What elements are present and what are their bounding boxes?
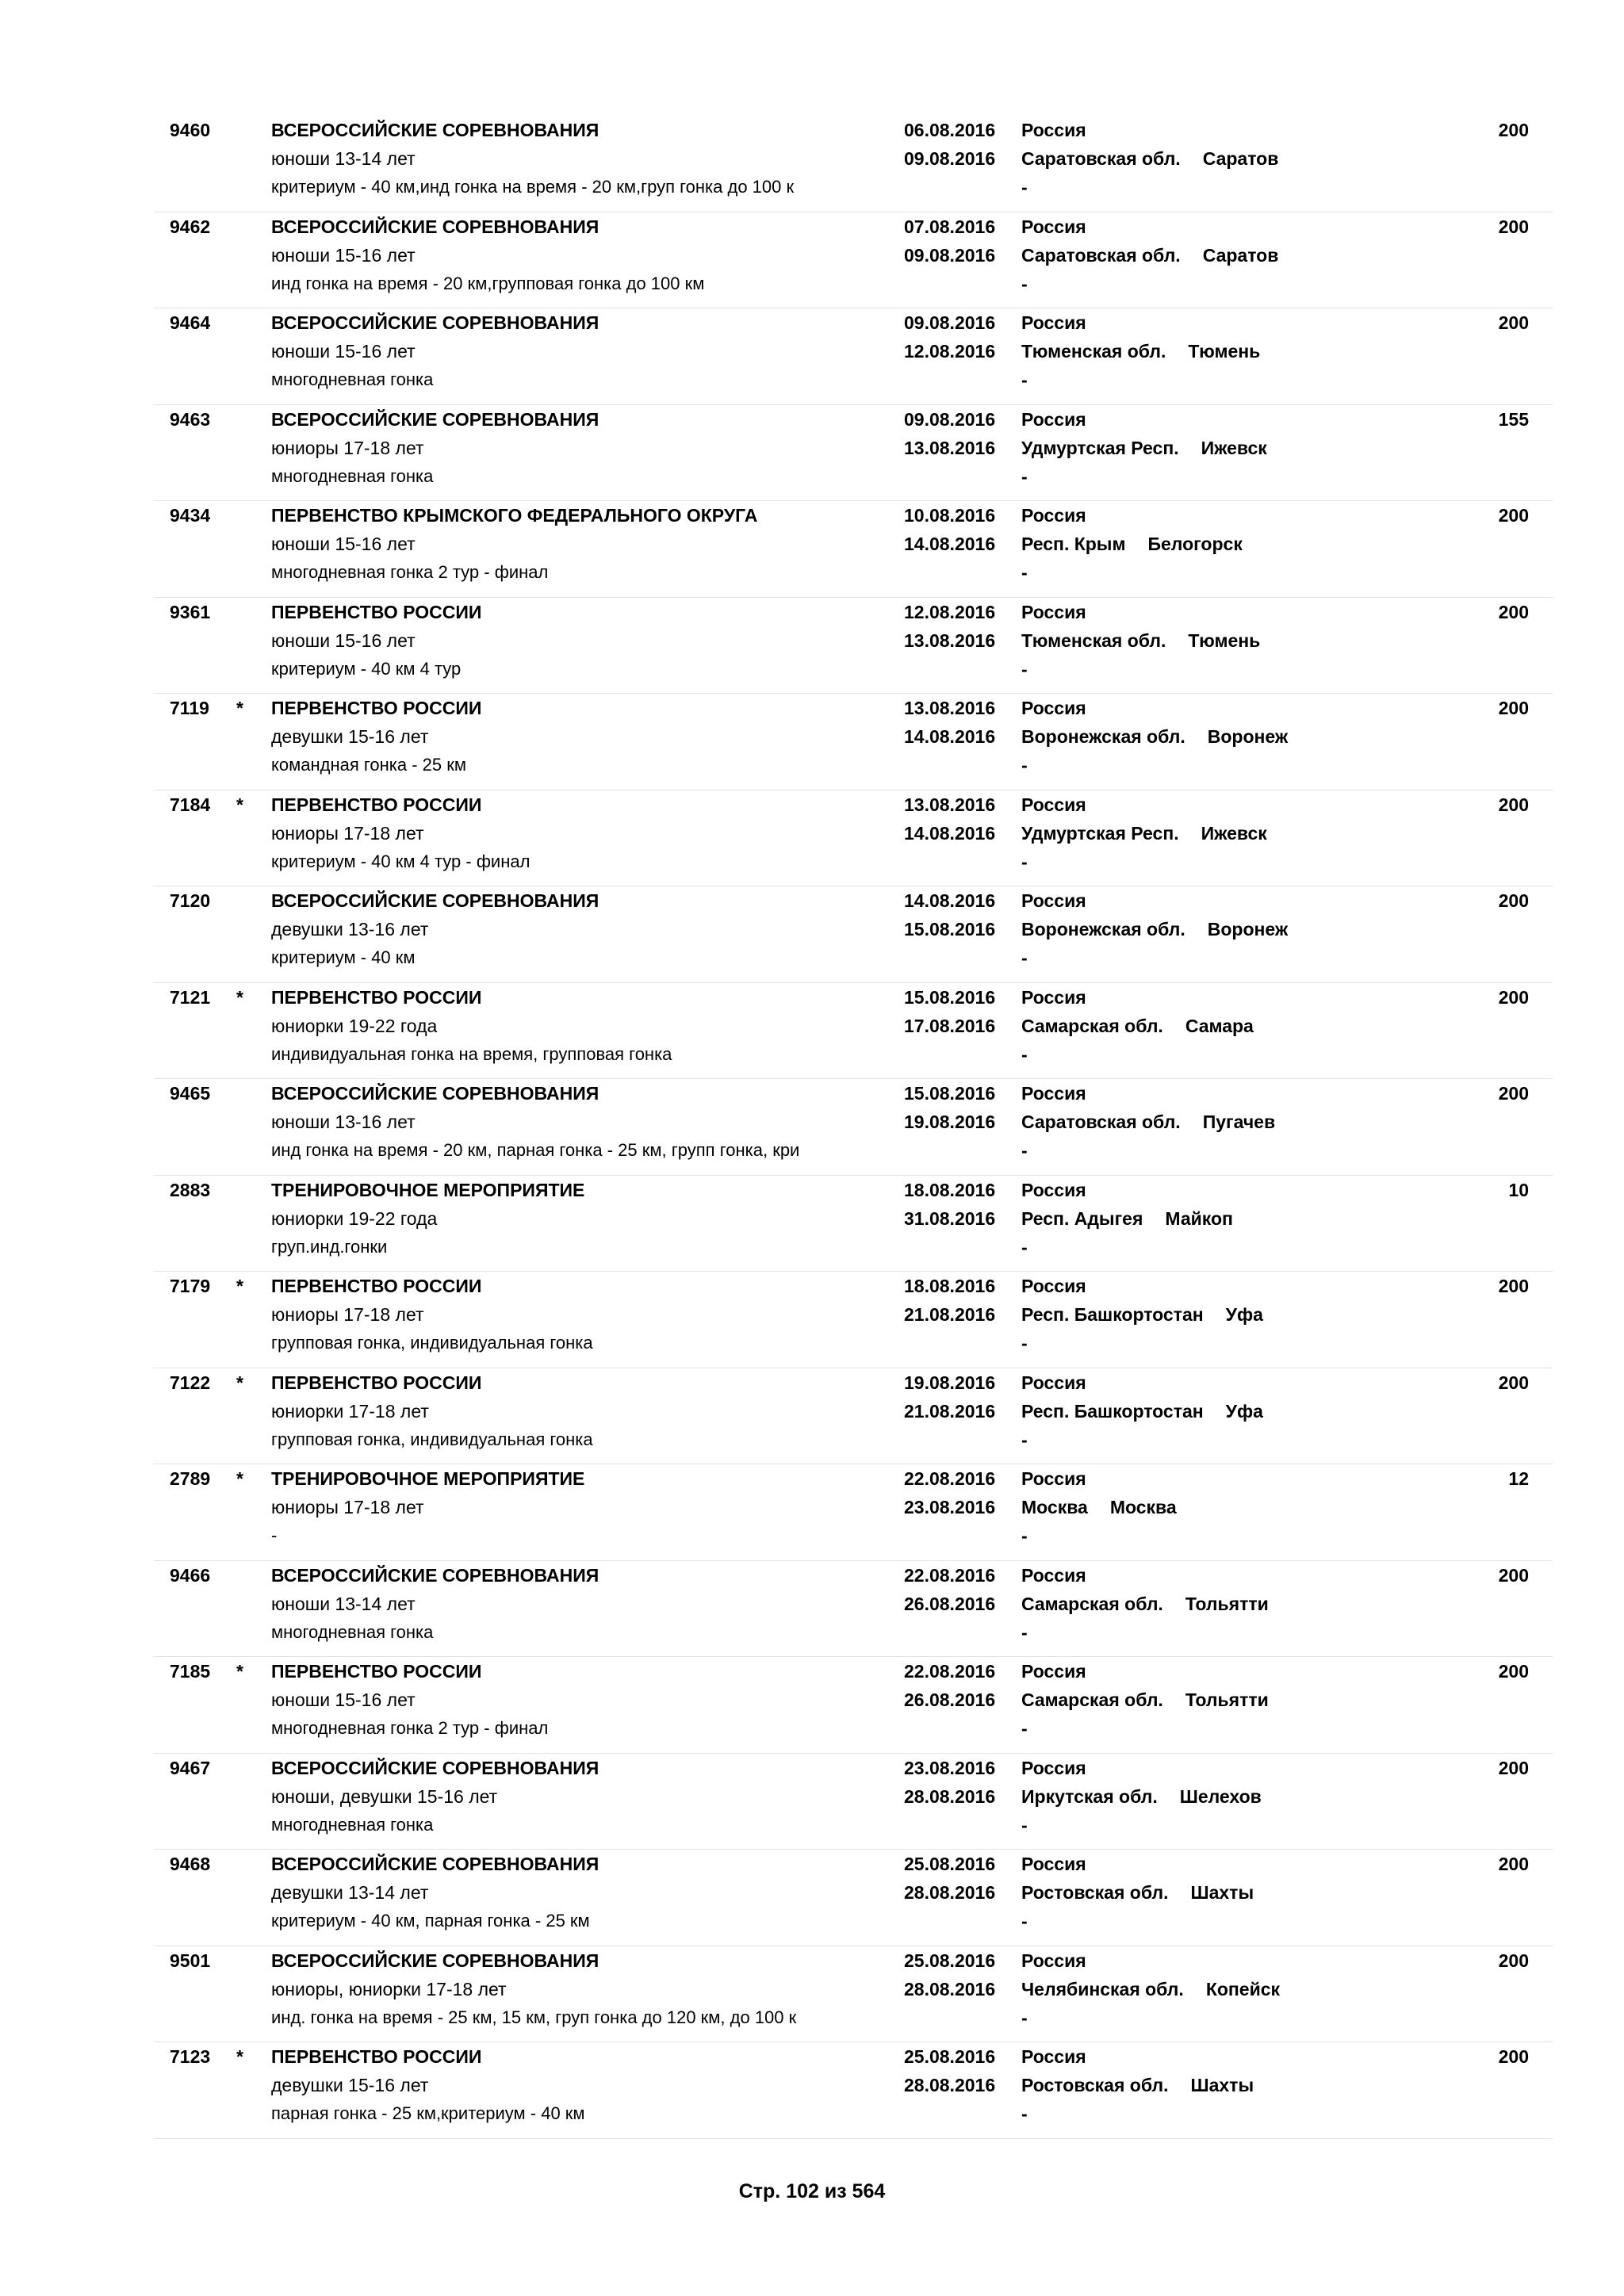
event-id: 7120 [170,890,211,911]
event-country: Россия [1021,505,1086,526]
event-id: 9501 [170,1950,211,1971]
event-row [154,501,1553,598]
event-description: - [271,1525,278,1545]
event-location-dash: - [1021,851,1028,872]
event-city: Самара [1185,1015,1254,1036]
event-location [1021,1300,1263,1329]
event-country: Россия [1021,1564,1086,1586]
event-star-mark: * [236,1661,243,1682]
event-id: 9468 [170,1854,211,1874]
event-city: Шахты [1190,1882,1254,1903]
event-id: 9465 [170,1083,211,1104]
event-age-group: юниорки 19-22 года [271,1015,438,1036]
event-row [154,1850,1553,1946]
event-age-group: юноши 15-16 лет [271,244,416,266]
event-title: ВСЕРОССИЙСКИЕ СОРЕВНОВАНИЯ [271,216,599,237]
event-participants-count: 12 [1508,1468,1529,1489]
event-date-end: 21.08.2016 [904,1304,996,1325]
event-description: групповая гонка, индивидуальная гонка [271,1429,593,1449]
event-region: Тюменская обл. [1021,341,1166,362]
event-city: Шелехов [1179,1785,1262,1807]
event-location-dash: - [1021,1621,1028,1643]
event-location [1021,530,1243,558]
event-date-end: 14.08.2016 [904,822,996,844]
event-title: ВСЕРОССИЙСКИЕ СОРЕВНОВАНИЯ [271,1854,599,1874]
event-description: многодневная гонка 2 тур - финал [271,1718,549,1738]
event-description: критериум - 40 км, парная гонка - 25 км [271,1911,590,1931]
event-id: 9361 [170,601,211,622]
event-participants-count: 200 [1498,986,1529,1008]
event-id: 7123 [170,2046,211,2067]
event-date-start: 09.08.2016 [904,312,996,333]
event-title: ВСЕРОССИЙСКИЕ СОРЕВНОВАНИЯ [271,408,599,430]
event-title: ПЕРВЕНСТВО РОССИИ [271,986,482,1008]
event-city: Саратов [1202,244,1279,266]
event-participants-count: 200 [1498,1950,1529,1971]
event-row [154,886,1553,983]
event-row [154,790,1553,887]
event-age-group: девушки 13-14 лет [271,1882,429,1903]
event-region: Москва [1021,1497,1088,1517]
event-location-dash: - [1021,1043,1028,1065]
event-location [1021,819,1267,848]
event-date-start: 09.08.2016 [904,408,996,430]
event-city: Уфа [1225,1304,1263,1325]
event-age-group: юноши 13-14 лет [271,148,416,169]
event-id: 9464 [170,312,211,333]
event-date-end: 19.08.2016 [904,1112,996,1132]
event-participants-count: 200 [1498,1276,1529,1296]
event-location [1021,144,1278,173]
event-region: Респ. Башкортостан [1021,1400,1204,1422]
event-date-end: 09.08.2016 [904,244,996,266]
event-star-mark: * [236,986,243,1008]
event-city: Ижевск [1201,822,1267,844]
event-location-dash: - [1021,177,1028,197]
event-region: Тюменская обл. [1021,629,1166,651]
event-date-end: 13.08.2016 [904,629,996,651]
event-location [1021,1975,1280,2003]
event-date-start: 18.08.2016 [904,1179,996,1200]
event-description: многодневная гонка 2 тур - финал [271,562,549,582]
event-date-end: 28.08.2016 [904,1882,996,1903]
event-location [1021,1397,1263,1425]
event-region: Саратовская обл. [1021,244,1181,266]
event-age-group: юниоры 17-18 лет [271,1497,424,1517]
event-region: Ростовская обл. [1021,1882,1169,1903]
event-row [154,116,1553,212]
event-title: ПЕРВЕНСТВО РОССИИ [271,1276,482,1296]
event-description: многодневная гонка [271,1621,434,1642]
event-region: Самарская обл. [1021,1689,1163,1710]
event-title: ПЕРВЕНСТВО КРЫМСКОГО ФЕДЕРАЛЬНОГО ОКРУГА [271,505,758,526]
event-row [154,2042,1553,2139]
event-star-mark: * [236,1372,243,1393]
event-location-dash: - [1021,658,1028,679]
event-region: Удмуртская Респ. [1021,822,1179,844]
event-participants-count: 200 [1498,1083,1529,1104]
event-date-start: 15.08.2016 [904,986,996,1008]
event-description: многодневная гонка [271,1814,434,1835]
event-country: Россия [1021,1372,1086,1393]
event-city: Москва [1109,1497,1177,1517]
event-location-dash: - [1021,1911,1028,1931]
event-date-start: 25.08.2016 [904,1854,996,1874]
event-country: Россия [1021,1950,1086,1971]
event-date-start: 15.08.2016 [904,1083,996,1104]
event-location [1021,2071,1254,2099]
event-region: Самарская обл. [1021,1593,1163,1614]
event-country: Россия [1021,120,1086,140]
event-date-end: 21.08.2016 [904,1400,996,1422]
event-title: ВСЕРОССИЙСКИЕ СОРЕВНОВАНИЯ [271,312,599,333]
event-location-dash: - [1021,1814,1028,1835]
event-participants-count: 200 [1498,698,1529,718]
event-country: Россия [1021,986,1086,1008]
event-date-start: 22.08.2016 [904,1468,996,1489]
event-city: Тюмень [1188,629,1261,651]
event-date-end: 09.08.2016 [904,148,996,169]
event-title: ПЕРВЕНСТВО РОССИИ [271,698,482,718]
event-age-group: юноши 13-14 лет [271,1593,416,1614]
event-row [154,1079,1553,1176]
event-location [1021,915,1288,943]
event-description: многодневная гонка [271,465,434,486]
event-title: ПЕРВЕНСТВО РОССИИ [271,601,482,622]
event-row [154,598,1553,695]
event-date-end: 28.08.2016 [904,2075,996,2095]
event-location-dash: - [1021,1429,1028,1450]
event-star-mark: * [236,698,243,718]
event-age-group: юноши 15-16 лет [271,1689,416,1710]
event-location [1021,1108,1275,1136]
event-date-start: 10.08.2016 [904,505,996,526]
event-city: Белогорск [1147,534,1243,554]
event-date-end: 28.08.2016 [904,1978,996,1999]
event-participants-count: 200 [1498,120,1529,140]
event-city: Воронеж [1207,726,1289,747]
event-description: критериум - 40 км 4 тур - финал [271,851,530,871]
event-description: груп.инд.гонки [271,1236,388,1257]
event-city: Пугачев [1202,1112,1276,1132]
event-region: Удмуртская Респ. [1021,437,1179,458]
event-age-group: юноши 13-16 лет [271,1112,416,1132]
event-location [1021,434,1267,462]
event-row [154,308,1553,405]
event-location [1021,1686,1269,1714]
event-location-dash: - [1021,2007,1028,2028]
event-date-start: 14.08.2016 [904,890,996,911]
events-list [154,116,1553,2139]
event-location-dash: - [1021,1718,1028,1739]
event-age-group: девушки 15-16 лет [271,2075,429,2095]
event-age-group: юноши 15-16 лет [271,534,416,554]
event-location-dash: - [1021,1333,1028,1353]
event-description: критериум - 40 км 4 тур [271,658,462,679]
event-row [154,1272,1553,1368]
event-id: 7179 [170,1276,211,1296]
event-description: инд. гонка на время - 25 км, 15 км, груп гонка до 120 км, до 100 к [271,2007,797,2027]
event-location-dash: - [1021,273,1028,294]
event-description: критериум - 40 км [271,947,416,967]
event-row [154,1561,1553,1658]
event-row [154,694,1553,790]
event-row [154,1464,1553,1561]
event-row [154,1946,1553,2043]
event-date-start: 25.08.2016 [904,2046,996,2067]
event-city: Майкоп [1165,1207,1233,1229]
event-star-mark: * [236,1276,243,1296]
event-row [154,1176,1553,1272]
event-date-end: 14.08.2016 [904,534,996,554]
event-date-end: 13.08.2016 [904,437,996,458]
event-country: Россия [1021,2046,1086,2067]
event-city: Уфа [1225,1400,1263,1422]
event-date-end: 23.08.2016 [904,1497,996,1517]
event-country: Россия [1021,1083,1086,1104]
event-title: ВСЕРОССИЙСКИЕ СОРЕВНОВАНИЯ [271,1757,599,1778]
event-title: ТРЕНИРОВОЧНОЕ МЕРОПРИЯТИЕ [271,1468,585,1489]
event-date-start: 06.08.2016 [904,120,996,140]
event-date-end: 17.08.2016 [904,1015,996,1036]
event-id: 7121 [170,986,211,1008]
event-city: Воронеж [1207,919,1289,939]
event-region: Иркутская обл. [1021,1785,1158,1807]
event-date-start: 12.08.2016 [904,601,996,622]
event-date-start: 25.08.2016 [904,1950,996,1971]
event-region: Респ. Адыгея [1021,1207,1143,1229]
event-age-group: юноши 15-16 лет [271,341,416,362]
event-city: Тольятти [1185,1593,1269,1614]
event-region: Саратовская обл. [1021,148,1181,169]
event-participants-count: 200 [1498,1757,1529,1778]
event-date-start: 22.08.2016 [904,1661,996,1682]
event-title: ПЕРВЕНСТВО РОССИИ [271,2046,482,2067]
event-participants-count: 155 [1498,408,1529,430]
event-country: Россия [1021,1757,1086,1778]
event-title: ВСЕРОССИЙСКИЕ СОРЕВНОВАНИЯ [271,890,599,911]
event-title: ПЕРВЕНСТВО РОССИИ [271,794,482,815]
event-age-group: юноши 15-16 лет [271,629,416,651]
event-age-group: девушки 13-16 лет [271,919,429,939]
event-id: 9467 [170,1757,211,1778]
event-country: Россия [1021,890,1086,911]
event-region: Челябинская обл. [1021,1978,1184,1999]
event-location-dash: - [1021,1236,1028,1257]
event-location [1021,1204,1233,1233]
event-age-group: юниоры 17-18 лет [271,1304,424,1325]
event-date-end: 12.08.2016 [904,341,996,362]
event-country: Россия [1021,1661,1086,1682]
event-participants-count: 200 [1498,1564,1529,1586]
event-location [1021,1782,1262,1811]
event-location-dash: - [1021,1140,1028,1161]
event-participants-count: 200 [1498,216,1529,237]
event-participants-count: 200 [1498,794,1529,815]
event-participants-count: 200 [1498,890,1529,911]
event-description: многодневная гонка [271,369,434,389]
event-age-group: юниоры 17-18 лет [271,437,424,458]
event-date-end: 26.08.2016 [904,1689,996,1710]
event-region: Респ. Крым [1021,534,1126,554]
event-row [154,1657,1553,1754]
event-location-dash: - [1021,465,1028,487]
event-row [154,212,1553,309]
event-row [154,1368,1553,1465]
event-id: 2789 [170,1468,211,1489]
event-participants-count: 200 [1498,2046,1529,2067]
event-location [1021,337,1260,365]
event-region: Самарская обл. [1021,1015,1163,1036]
event-participants-count: 200 [1498,312,1529,333]
event-city: Копейск [1205,1978,1281,1999]
event-participants-count: 10 [1508,1179,1529,1200]
event-city: Тольятти [1185,1689,1269,1710]
event-participants-count: 200 [1498,1854,1529,1874]
event-description: парная гонка - 25 км,критериум - 40 км [271,2103,585,2123]
event-date-end: 15.08.2016 [904,919,996,939]
event-description: групповая гонка, индивидуальная гонка [271,1333,593,1353]
event-row [154,1754,1553,1850]
event-age-group: девушки 15-16 лет [271,726,429,747]
event-location [1021,241,1278,270]
event-description: критериум - 40 км,инд гонка на время - 20 км,груп гонка до 100 к [271,177,795,197]
event-location [1021,722,1288,751]
event-age-group: юниоры 17-18 лет [271,822,424,844]
event-star-mark: * [236,1468,243,1489]
event-location-dash: - [1021,562,1028,583]
event-description: инд гонка на время - 20 км,групповая гонка до 100 км [271,273,705,293]
event-region: Ростовская обл. [1021,2075,1169,2095]
event-date-start: 22.08.2016 [904,1564,996,1586]
event-date-end: 28.08.2016 [904,1785,996,1807]
event-country: Россия [1021,1179,1086,1200]
event-participants-count: 200 [1498,505,1529,526]
event-participants-count: 200 [1498,1372,1529,1393]
event-title: ВСЕРОССИЙСКИЕ СОРЕВНОВАНИЯ [271,1950,599,1971]
event-date-start: 19.08.2016 [904,1372,996,1393]
event-id: 7119 [170,698,209,718]
event-country: Россия [1021,794,1086,815]
event-date-end: 14.08.2016 [904,726,996,747]
event-location [1021,1878,1254,1907]
page-footer: Стр. 102 из 564 [738,2180,886,2202]
event-description: индивидуальная гонка на время, групповая гонка [271,1043,672,1064]
event-country: Россия [1021,1854,1086,1874]
event-country: Россия [1021,601,1086,622]
event-location-dash: - [1021,755,1028,775]
event-country: Россия [1021,312,1086,333]
event-date-start: 18.08.2016 [904,1276,996,1296]
event-description: инд гонка на время - 20 км, парная гонка - 25 км, групп гонка, кри [271,1140,800,1160]
event-country: Россия [1021,698,1086,718]
event-star-mark: * [236,794,243,815]
event-description: командная гонка - 25 км [271,755,467,775]
event-country: Россия [1021,216,1086,237]
event-region: Воронежская обл. [1021,726,1185,747]
event-participants-count: 200 [1498,601,1529,622]
event-date-start: 07.08.2016 [904,216,996,237]
event-region: Воронежская обл. [1021,919,1185,939]
event-id: 9434 [170,505,211,526]
event-title: ВСЕРОССИЙСКИЕ СОРЕВНОВАНИЯ [271,1083,599,1104]
event-location-dash: - [1021,2103,1028,2124]
event-city: Ижевск [1201,437,1267,458]
event-title: ПЕРВЕНСТВО РОССИИ [271,1661,482,1682]
event-participants-count: 200 [1498,1661,1529,1682]
event-region: Респ. Башкортостан [1021,1304,1204,1325]
event-city: Саратов [1202,148,1279,169]
event-id: 7185 [170,1661,211,1682]
event-date-end: 31.08.2016 [904,1207,996,1229]
event-city: Тюмень [1188,341,1261,362]
event-title: ПЕРВЕНСТВО РОССИИ [271,1372,482,1393]
event-date-start: 13.08.2016 [904,794,996,815]
event-id: 9466 [170,1564,211,1586]
event-region: Саратовская обл. [1021,1112,1181,1132]
event-id: 9460 [170,120,211,140]
event-city: Шахты [1190,2075,1254,2095]
event-age-group: юниорки 19-22 года [271,1207,438,1229]
event-location-dash: - [1021,947,1028,968]
event-id: 2883 [170,1179,211,1200]
event-country: Россия [1021,408,1086,430]
event-age-group: юниорки 17-18 лет [271,1400,429,1422]
event-country: Россия [1021,1468,1086,1489]
event-date-end: 26.08.2016 [904,1593,996,1614]
event-id: 9463 [170,408,211,430]
event-location [1021,626,1260,655]
event-title: ТРЕНИРОВОЧНОЕ МЕРОПРИЯТИЕ [271,1179,585,1200]
event-location [1021,1493,1177,1521]
event-star-mark: * [236,2046,243,2067]
event-location [1021,1590,1269,1618]
event-title: ВСЕРОССИЙСКИЕ СОРЕВНОВАНИЯ [271,1564,599,1586]
event-date-start: 13.08.2016 [904,698,996,718]
event-title: ВСЕРОССИЙСКИЕ СОРЕВНОВАНИЯ [271,120,599,140]
event-location-dash: - [1021,369,1028,390]
event-id: 7122 [170,1372,211,1393]
event-row [154,405,1553,502]
event-location [1021,1012,1254,1040]
event-id: 9462 [170,216,211,237]
event-location-dash: - [1021,1525,1028,1546]
event-date-start: 23.08.2016 [904,1757,996,1778]
event-age-group: юниоры, юниорки 17-18 лет [271,1978,507,1999]
event-id: 7184 [170,794,211,815]
event-age-group: юноши, девушки 15-16 лет [271,1785,498,1807]
event-country: Россия [1021,1276,1086,1296]
event-row [154,983,1553,1080]
